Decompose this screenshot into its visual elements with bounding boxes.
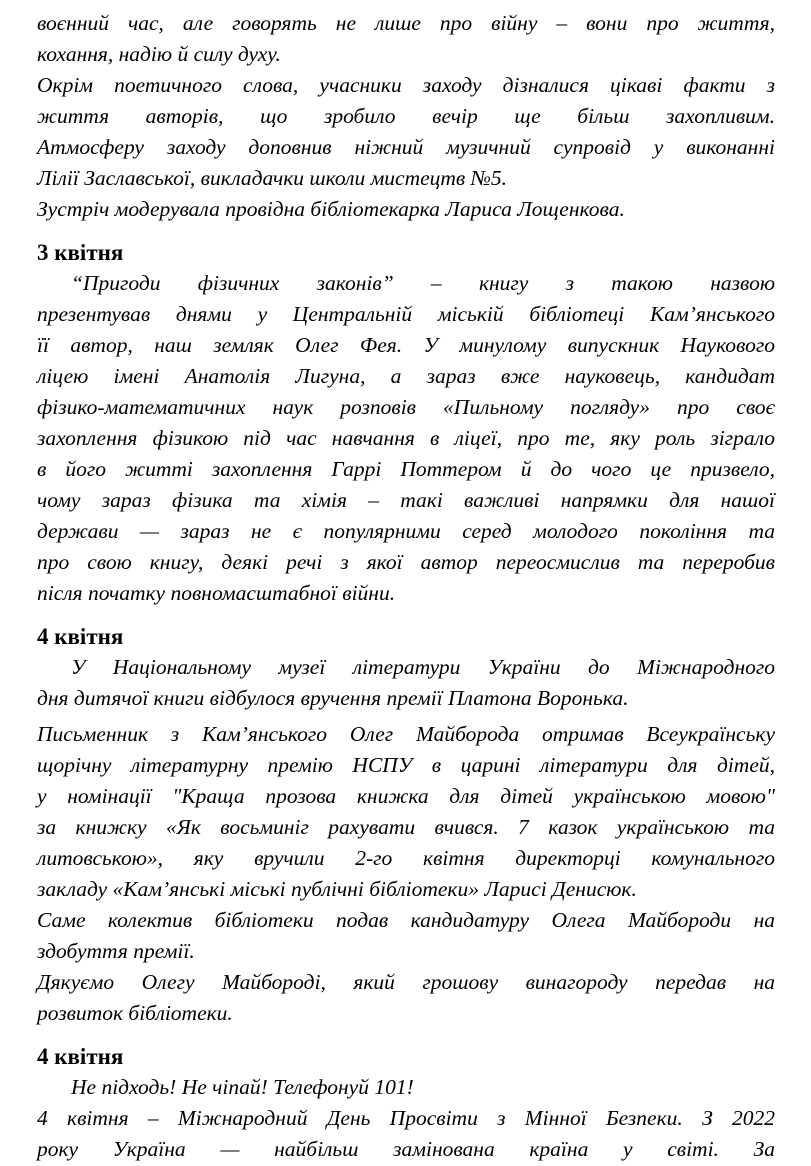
text-line: щорічну літературну премію НСПУ в царині літератури для дітей,: [37, 753, 775, 777]
section-heading: 4 квітня: [37, 624, 124, 649]
text-line: життя авторів, що зробило вечір ще більш захопливим.: [37, 104, 775, 128]
paragraph: [37, 967, 775, 1029]
text-line: фізико-математичних наук розповів «Пильному погляду» про своє: [37, 395, 775, 419]
paragraph: [37, 1103, 775, 1165]
paragraph: [37, 268, 775, 609]
paragraph: [37, 70, 775, 132]
text-line: воєнний час, але говорять не лише про війну – вони про життя,: [37, 11, 775, 35]
text-line: литовською», яку вручили 2-го квітня директорці комунального: [37, 846, 775, 870]
text-line: розвиток бібліотеки.: [37, 1001, 233, 1025]
text-line: про свою книгу, деякі речі з якої автор переосмислив та переробив: [37, 550, 775, 574]
section-heading: 3 квітня: [37, 240, 124, 265]
text-line: чому зараз фізика та хімія – такі важливі напрямки для нашої: [37, 488, 775, 512]
text-line: закладу «Кам’янські міські публічні бібліотеки» Ларисі Денисюк.: [37, 877, 637, 901]
text-line: у номінації "Краща прозова книжка для дітей українською мовою": [37, 784, 775, 808]
text-line: її автор, наш земляк Олег Фея. У минулому випускник Наукового: [37, 333, 775, 357]
text-line: дня дитячої книги відбулося вручення премії Платона Воронька.: [37, 686, 629, 710]
text-line: кохання, надію й силу духу.: [37, 42, 281, 66]
paragraph: [37, 8, 775, 70]
text-line: ліцею імені Анатолія Лигуна, а зараз вже науковець, кандидат: [37, 364, 775, 388]
text-line: 4 квітня – Міжнародний День Просвіти з Мінної Безпеки. З 2022: [37, 1106, 775, 1130]
paragraph: [37, 132, 775, 194]
paragraph: [37, 194, 775, 225]
text-line: за книжку «Як восьминіг рахувати вчився. 7 казок українською та: [37, 815, 775, 839]
text-line: Атмосферу заходу доповнив ніжний музичний супровід у виконанні: [37, 135, 775, 159]
text-line: Окрім поетичного слова, учасники заходу дізналися цікаві факти з: [37, 73, 775, 97]
paragraph: [37, 1072, 775, 1103]
text-line: Не підходь! Не чіпай! Телефонуй 101!: [71, 1075, 414, 1099]
document-body: [37, 8, 775, 1165]
paragraph: [37, 652, 775, 714]
text-line: в його житті захоплення Гаррі Поттером й до чого це призвело,: [37, 457, 775, 481]
text-line: Саме колектив бібліотеки подав кандидатуру Олега Майбороди на: [37, 908, 775, 932]
text-line: Дякуємо Олегу Майбороді, який грошову винагороду передав на: [37, 970, 775, 994]
text-line: після початку повномасштабної війни.: [37, 581, 396, 605]
text-line: У Національному музеї літератури України до Міжнародного: [71, 655, 775, 679]
text-line: держави — зараз не є популярними серед молодого покоління та: [37, 519, 775, 543]
text-line: “Пригоди фізичних законів” – книгу з такою назвою: [71, 271, 775, 295]
paragraph: [37, 719, 775, 905]
text-line: Зустріч модерувала провідна бібліотекарка Лариса Лощенкова.: [37, 197, 625, 221]
text-line: захоплення фізикою під час навчання в ліцеї, про те, яку роль зіграло: [37, 426, 775, 450]
text-line: Письменник з Кам’янського Олег Майборода отримав Всеукраїнську: [37, 722, 775, 746]
text-line: здобуття премії.: [37, 939, 195, 963]
text-line: презентував днями у Центральній міській бібліотеці Кам’янського: [37, 302, 775, 326]
text-line: року Україна — найбільш замінована країна у світі. За: [37, 1137, 775, 1161]
section-heading: 4 квітня: [37, 1044, 124, 1069]
text-line: Лілії Заславської, викладачки школи мистецтв №5.: [37, 166, 508, 190]
paragraph: [37, 905, 775, 967]
